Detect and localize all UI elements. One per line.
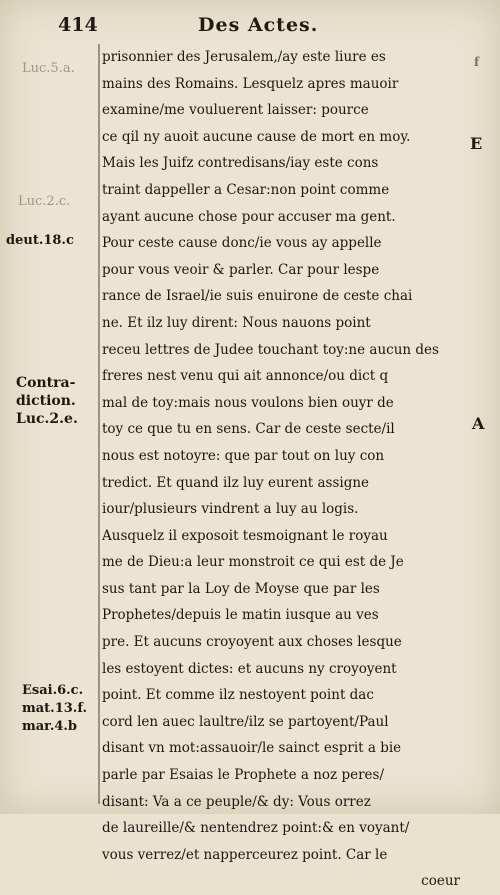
margin-note-line: mar.4.b [22, 719, 78, 734]
body-text [102, 44, 470, 895]
text-line: tredict. Et quand ilz luy eurent assigne [102, 474, 370, 491]
text-line: disant: Va a ce peuple/& dy: Vous orrez [102, 793, 371, 810]
text-line: vous verrez/et napperceurez point. Car le [102, 846, 388, 863]
text-line: iour/plusieurs vindrent a luy au logis. [102, 501, 359, 518]
text-line: ce qil ny auoit aucune cause de mort en moy. [102, 128, 411, 145]
text-line: Prophetes/depuis le matin iusque au ves [102, 607, 379, 624]
text-line: toy ce que tu en sens. Car de ceste secte/il [102, 421, 395, 438]
text-line: Pour ceste cause donc/ie vous ay appelle [102, 235, 382, 252]
text-line: Ausquelz il exposoit tesmoignant le royau [102, 527, 388, 544]
text-line: rance de Israel/ie suis enuirone de ceste chai [102, 288, 413, 305]
text-line: disant vn mot:assauoir/le sainct esprit a bie [102, 740, 402, 757]
margin-note-line: Luc.2.e. [16, 411, 78, 427]
margin-note-line: mat.13.f. [22, 701, 87, 716]
text-line: sus tant par la Loy de Moyse que par les [102, 580, 380, 597]
text-line: examine/me vouluerent laisser: pource [102, 102, 369, 119]
margin-note-line: Contra- [16, 375, 76, 391]
page-header [58, 14, 460, 42]
text-line: les estoyent dictes: et aucuns ny croyoyent [102, 660, 397, 677]
text-line: coeur [421, 873, 460, 890]
margin-note-line: diction. [16, 393, 76, 409]
margin-note-deut: deut.18.c [6, 233, 74, 248]
text-line: mal de toy:mais nous voulons bien ouyr de [102, 394, 394, 411]
text-line: receu lettres de Judee touchant toy:ne aucun des [102, 341, 439, 358]
marginal-letter-a: A [472, 414, 485, 433]
margin-note-ghost: Luc.5.a. [22, 61, 75, 76]
text-line: Mais les Juifz contredisans/iay este cons [102, 155, 379, 172]
text-line: pre. Et aucuns croyoyent aux choses lesque [102, 634, 402, 651]
page-number: 414 [58, 14, 98, 36]
text-line: cord len auec laultre/ilz se partoyent/Paul [102, 713, 389, 730]
text-line: pour vous veoir & parler. Car pour lespe [102, 261, 380, 278]
running-head: Des Actes. [198, 14, 319, 36]
marginal-letter-e: E [470, 134, 483, 153]
text-line: freres nest venu qui ait annonce/ou dict q [102, 368, 389, 385]
text-line: traint dappeller a Cesar:non point comme [102, 181, 390, 198]
margin-note-line: Esai.6.c. [22, 683, 84, 698]
text-line: point. Et comme ilz nestoyent point dac [102, 687, 374, 704]
text-line: ne. Et ilz luy dirent: Nous nauons point [102, 314, 371, 331]
margin-note-esai [22, 682, 114, 736]
marginal-letter-f: f [474, 55, 480, 69]
margin-note-contradiction [16, 374, 108, 428]
text-line: nous est notoyre: que par tout on luy con [102, 447, 385, 464]
text-line: ayant aucune chose pour accuser ma gent. [102, 208, 396, 225]
text-line: mains des Romains. Lesquelz apres mauoir [102, 75, 399, 92]
text-line: me de Dieu:a leur monstroit ce qui est de Je [102, 554, 404, 571]
text-line: de laureille/& nentendrez point:& en voyant/ [102, 820, 410, 837]
margin-note-ghost: Luc.2.c. [18, 194, 71, 209]
text-line: parle par Esaias le Prophete a noz peres/ [102, 767, 385, 784]
text-line: prisonnier des Jerusalem,/ay este liure es [102, 49, 386, 65]
